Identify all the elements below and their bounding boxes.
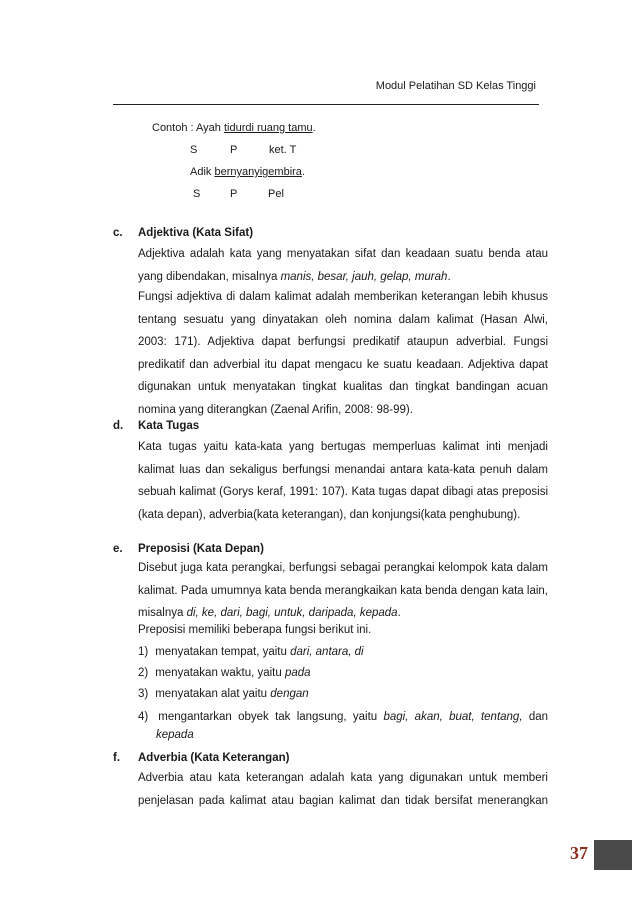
example-1-label-p: P [230, 144, 238, 156]
example-1-label-s: S [190, 144, 198, 156]
header-rule [113, 104, 539, 105]
section-e-letter: e. [113, 543, 123, 555]
section-e-title: Preposisi (Kata Depan) [138, 543, 264, 555]
example-sentence-2: Adik bernyanyigembira. [190, 166, 305, 178]
section-c-paragraph-2: Fungsi adjektiva di dalam kalimat adalah memberikan keterangan lebih khusus tentang sesuatu yang dinyatakan oleh nomina dalam kalimat (Hasan Alwi, 2003: 171). Adjektiva dapat berfungsi predikatif ataupun adverbial. Fungsi predikatif dan adverbial itu dapat mengacu ke suatu keadaan. Adjektiva dapat digunakan untuk menyatakan tingkat kualitas dan tingkat bandingan acuan nomina yang diterangkan (Zaenal Arifin, 2008: 98-99). [138, 291, 548, 416]
list-item: 3) menyatakan alat yaitu dengan [138, 688, 309, 700]
example-2-label-pel: Pel [268, 188, 284, 200]
section-d-title: Kata Tugas [138, 420, 200, 432]
section-f-letter: f. [113, 752, 121, 764]
example-sentence-1: Contoh : Ayah tidurdi ruang tamu. [152, 122, 316, 134]
section-d-paragraph-1: Kata tugas yaitu kata-kata yang bertugas memperluas kalimat inti menjadi kalimat luas dan sekaligus berfungsi menandai antara kata-kata penuh dalam sebuah kalimat (Gorys keraf, 1991: 107). Kata tugas dapat dibagi atas preposisi (kata depan), adverbia(kata keterangan), dan konjungsi(kata penghubung). [138, 441, 548, 521]
section-e-paragraph-1: Disebut juga kata perangkai, berfungsi sebagai perangkai kelompok kata dalam kalimat. Pada umumnya kata benda merangkaikan kata benda dengan kata lain, misalnya di, ke, dari, bagi, untuk, daripada, kepada. [138, 562, 548, 619]
list-item: 4) mengantarkan obyek tak langsung, yaitu bagi, akan, buat, tentang, dan kepada [138, 711, 549, 741]
example-1-label-ket: ket. T [269, 144, 297, 156]
section-e-paragraph-2: Preposisi memiliki beberapa fungsi berikut ini. [138, 624, 372, 636]
list-item: 2) menyatakan waktu, yaitu pada [138, 667, 311, 679]
section-c-letter: c. [113, 227, 123, 239]
section-c-title: Adjektiva (Kata Sifat) [138, 227, 254, 239]
list-item: 1) menyatakan tempat, yaitu dari, antara, di [138, 646, 364, 658]
page-corner-block [594, 840, 632, 870]
section-d-letter: d. [113, 420, 124, 432]
running-header: Modul Pelatihan SD Kelas Tinggi [375, 80, 536, 92]
section-c-paragraph-1: Adjektiva adalah kata yang menyatakan sifat dan keadaan suatu benda atau yang dibendakan, misalnya manis, besar, jauh, gelap, murah. [138, 248, 548, 283]
example-2-label-p: P [230, 188, 238, 200]
example-2-label-s: S [193, 188, 201, 200]
page-number: 37 [570, 843, 588, 863]
section-f-title: Adverbia (Kata Keterangan) [138, 752, 290, 764]
section-f-paragraph-1: Adverbia atau kata keterangan adalah kata yang digunakan untuk memberi penjelasan pada kalimat atau bagian kalimat dan tidak bersifat menerangkan [138, 772, 548, 807]
